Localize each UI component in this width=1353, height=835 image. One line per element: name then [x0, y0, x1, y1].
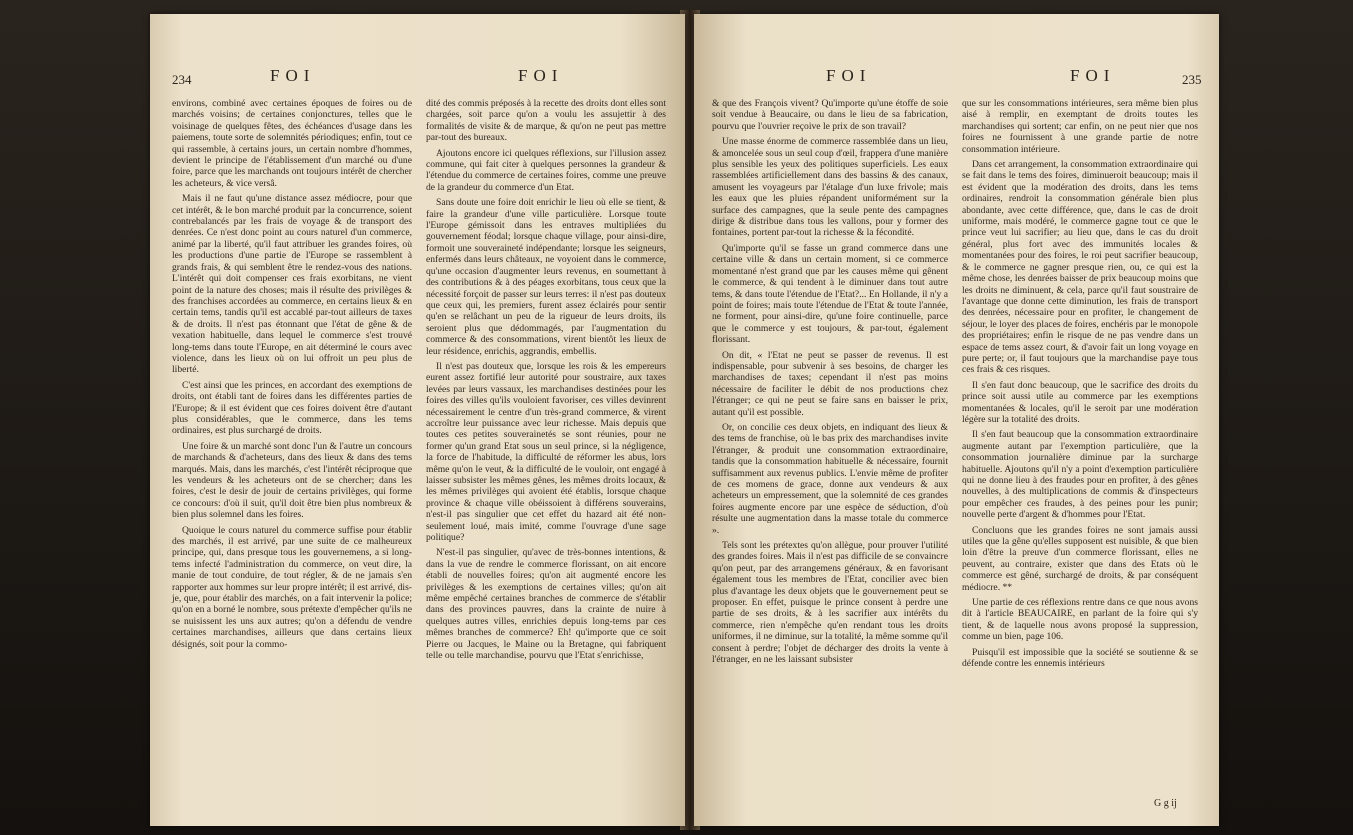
paragraph: Puisqu'il est impossible que la société se soutienne & se défende contre les ennemis intérieurs: [962, 646, 1198, 670]
paragraph: dité des commis préposés à la recette des droits dont elles sont chargées, soit parce qu'on a voulu les assujettir à des formalités de visite & de marque, & qu'on ne peut pas mettre par-tout des bureaux.: [426, 98, 666, 144]
paragraph: Une foire & un marché sont donc l'un & l'autre un concours de marchands & d'acheteurs, dans des lieux & dans des tems marqués. Mais, dans les marchés, c'est l'intérêt réciproque que les vendeurs & les acheteurs ont de se chercher; dans les foires, c'est le desir de jouir de certains privilèges, qui forme ce concours: d'où il suit, qu'il doit être bien plus nombreux & bien plus solemnel dans les foires.: [172, 440, 412, 521]
paragraph: Une masse énorme de commerce rassemblée dans un lieu, & amoncelée sous un seul coup d'œil, frappera d'une manière plus sensible les yeux des politiques superficiels. Les eaux rassemblées artificiellement dans des bassins & des canaux, amusent les voyageurs par l'étalage d'un luxe frivole; mais les eaux que les pluies répandent uniformément sur la surface des campagnes, que la seule pente des campagnes dirige & distribue dans tous les vallons, pour y former des fontaines, portent par-tout la richesse & la fécondité.: [712, 136, 948, 239]
right-page-number: 235: [1182, 72, 1202, 87]
right-column-1: [712, 98, 948, 670]
left-running-head-2: FOI: [518, 66, 564, 85]
paragraph: Quoique le cours naturel du commerce suffise pour établir des marchés, il est arrivé, par une suite de ce malheureux principe, qui, dans presque tous les gouvernemens, a si long-tems infecté l'administration du commerce, on veut dire, la manie de tout conduire, de tout régler, & de ne jamais s'en rapporter aux hommes sur leur propre intérêt; il est arrivé, dis-je, que, pour établir des marchés, on a fait intervenir la police; qu'on en a borné le nombre, sous prétexte d'empêcher qu'ils ne se nuisissent les uns aux autres; qu'on a défendu de vendre certaines marchandises, ailleurs que dans certains lieux désignés, soit pour la commo-: [172, 524, 412, 650]
paragraph: & que des François vivent? Qu'importe qu'une étoffe de soie soit vendue à Beaucaire, ou dans le lieu de sa fabrication, pourvu que l'ouvrier reçoive le prix de son travail?: [712, 98, 948, 132]
paragraph: Concluons que les grandes foires ne sont jamais aussi utiles que la gêne qu'elles supposent est nuisible, & que bien loin d'être la preuve d'un commerce florissant, elles ne peuvent, au contraire, exister que dans des Etats où le commerce est gêné, surchargé de droits, & par conséquent médiocre. **: [962, 524, 1198, 593]
left-page: [150, 14, 685, 826]
right-page: [694, 14, 1219, 826]
left-running-head-1: FOI: [270, 66, 316, 85]
paragraph: environs, combiné avec certaines époques de foires ou de marchés voisins; de certaines conjonctures, telles que le voisinage de quelques fêtes, des échéances d'usage dans les paiemens, toute sorte de solemnités périodiques; enfin, tout ce qui rassemble, à certains jours, un certain nombre d'hommes, devient le principe de l'établissement d'un marché ou d'une foire, parce que les marchands ont toujours intérêt de chercher les acheteurs, & vice versâ.: [172, 98, 412, 189]
paragraph: N'est-il pas singulier, qu'avec de très-bonnes intentions, & dans la vue de rendre le commerce florissant, on ait encore établi de nouvelles foires; qu'on ait augmenté encore les privilèges & les exemptions de certaines villes; qu'on ait même empêché certaines branches de commerce de s'établir dans des provinces pauvres, dans la crainte de nuire à quelques autres villes, enrichies depuis long-tems par ces mêmes branches de commerce? Eh! qu'importe que ce soit Pierre ou Jacques, le Maine ou la Bretagne, qui fabriquent telle ou telle marchandise, pourvu que l'Etat s'enrichisse,: [426, 547, 666, 662]
right-running-head-2: FOI: [1070, 66, 1116, 85]
left-column-2: [426, 98, 666, 666]
paragraph: Une partie de ces réflexions rentre dans ce que nous avons dit à l'article BEAUCAIRE, en parlant de la foire qui s'y tient, & de laquelle nous avons proposé la suppression, comme un bien, page 106.: [962, 597, 1198, 643]
paragraph: Dans cet arrangement, la consommation extraordinaire qui se fait dans le tems des foires, diminueroit beaucoup; mais il est évident que la modération des droits, dans les tems ordinaires, rendroit la consommation générale bien plus abondante, avec cette différence, que, dans le cas de droit uniforme, mais modéré, le commerce gagne tout ce que le prince veut lui sacrifier; au lieu que, dans le cas du droit général, plus fort avec des immunités locales & momentanées pour des foires, le roi peut sacrifier beaucoup, & le commerce ne gagner presque rien, ou, ce qui est la même chose, les denrées baisser de prix beaucoup moins que les droits ne diminuent, & cela, parce qu'il faut soustraire de l'avantage que donne cette diminution, les frais de transport des denrées, nécessaire pour en profiter, le changement de séjour, le loyer des places de foires, enchéris par le monopole des propriétaires; enfin le risque de ne pas vendre dans un espace de tems assez court, & d'avoir fait un long voyage en pure perte; or, il faut toujours que la marchandise paye tous ces frais & ces risques.: [962, 159, 1198, 376]
paragraph: que sur les consommations intérieures, sera même bien plus aisé à remplir, en exemptant de droits toutes les marchandises qui sortent; car enfin, on ne peut nier que nos foires ne fournissent à une grande partie de notre consommation intérieure.: [962, 98, 1198, 155]
paragraph: Sans doute une foire doit enrichir le lieu où elle se tient, & faire la grandeur d'une ville particulière. Lorsque toute l'Europe gémissoit dans les entraves multipliées du gouvernement féodal; lorsque chaque village, pour ainsi-dire, formoit une souveraineté indépendante; lorsque les seigneurs, enfermés dans leurs châteaux, ne voyoient dans le commerce, qu'une occasion d'augmenter leurs revenus, en soumettant à des contributions & à des péages exorbitans, tous ceux que la nécessité forçoit de passer sur leurs terres: il n'est pas douteux que ceux qui, les premiers, furent assez éclairés pour sentir qu'en se relâchant un peu de la rigueur de leurs droits, ils seroient plus que dédommagés, par l'augmentation du commerce & des consommations, virent bientôt les lieux de leur résidence, enrichis, aggrandis, embellis.: [426, 197, 666, 357]
paragraph: Ajoutons encore ici quelques réflexions, sur l'illusion assez commune, qui fait citer à quelques personnes la grandeur & l'étendue du commerce de certaines foires, comme une preuve de la grandeur du commerce d'un Etat.: [426, 147, 666, 193]
paragraph: C'est ainsi que les princes, en accordant des exemptions de droits, ont établi tant de foires dans les différentes parties de l'Europe; & il est évident que ces foires doivent être d'autant plus considérables, que le commerce, dans les tems ordinaires, est plus surchargé de droits.: [172, 379, 412, 437]
left-page-number: 234: [172, 72, 192, 87]
paragraph: Qu'importe qu'il se fasse un grand commerce dans une certaine ville & dans un certain moment, si ce commerce momentané n'est grand que par les causes même qui gênent le commerce, & qui tendent à le diminuer dans tout autre tems, & dans toute l'étendue de l'Etat?... En Hollande, il n'y a point de foires; mais toute l'étendue de l'Etat & toute l'année, ne forment, pour ainsi-dire, qu'une foire continuelle, parce que le commerce y est toujours, & par-tout, également florissant.: [712, 242, 948, 346]
paragraph: Mais il ne faut qu'une distance assez médiocre, pour que cet intérêt, & le bon marché produit par la concurrence, soient contrebalancés par les frais de voyage & de transport des denrées. Ce n'est donc point au cours naturel d'un commerce, animé par la liberté, qu'il faut attribuer les grandes foires, où les productions d'une partie de l'Europe se rassemblent à grands frais, & qui semblent être le rendez-vous des nations. L'intérêt qui doit compenser ces frais exorbitans, ne vient point de la nature des choses; mais il résulte des privilèges & des franchises accordées au commerce, en certains lieux & en certain tems, tandis qu'il est accablé par-tout ailleurs de taxes & de droits. Il n'est pas étonnant que l'état de gêne & de vexation habituelle, dans lequel le commerce s'est trouvé long-tems dans toute l'Europe, en ait déterminé le cours avec violence, dans les lieux où on lui offroit un peu plus de liberté.: [172, 193, 412, 376]
paragraph: Il n'est pas douteux que, lorsque les rois & les empereurs eurent assez fortifié leur autorité pour soustraire, aux taxes levées par leurs vassaux, les marchandises destinées pour les foires des villes qu'ils vouloient favoriser, ces villes devinrent nécessairement le centre d'un très-grand commerce, & virent accroître leur puissance avec leur richesse. Mais depuis que toutes ces petites souverainetés se sont réunies, pour ne former qu'un grand Etat sous un seul prince, si la négligence, la force de l'habitude, la difficulté de réformer les abus, lors même qu'on le veut, & la difficulté de le vouloir, ont engagé à laisser subsister les mêmes gênes, les mêmes droits locaux, & les mêmes privilèges qui avoient été établis, lorsque chaque province & chaque ville obéissoient à différens souverains, n'est-il pas singulier que cet effet du hazard ait été non-seulement loué, mais imité, comme l'ouvrage d'une sage politique?: [426, 360, 666, 544]
paragraph: Or, on concilie ces deux objets, en indiquant des lieux & des tems de franchise, où le bas prix des marchandises invite l'étranger, & produit une consommation extraordinaire, tandis que la consommation habituelle & nécessaire, fournit suffisamment aux revenus publics. L'envie même de profiter de ces momens de grace, donne aux vendeurs & aux acheteurs un empressement, que la solemnité de ces grandes foires augmente encore par une espèce de séduction, d'où résulte une augmentation dans la masse totale du commerce ».: [712, 421, 948, 536]
paragraph: Il s'en faut beaucoup que la consommation extraordinaire augmente autant par l'exemption particulière, que la consommation journalière diminue par la surcharge habituelle. Ajoutons qu'il n'y a point d'exemption particulière qui ne donne lieu à des fraudes pour en profiter, à des gênes nouvelles, à des multiplications de commis & d'inspecteurs pour empêcher ces fraudes, à des peines pour les punir; nouvelle perte d'argent & d'hommes pour l'Etat.: [962, 429, 1198, 521]
right-running-head-1: FOI: [826, 66, 872, 85]
right-column-2: [962, 98, 1198, 674]
left-column-1: [172, 98, 412, 654]
signature-mark: G g ij: [1154, 798, 1177, 809]
paragraph: Tels sont les prétextes qu'on allègue, pour prouver l'utilité des grandes foires. Mais il n'est pas difficile de se convaincre qu'on peut, par des arrangemens généraux, & en favorisant également tous les membres de l'Etat, concilier avec bien plus d'avantage les deux objets que le gouvernement peut se proposer. En effet, puisque le prince consent à perdre une partie de ses droits, & à les sacrifier aux intérêts du commerce, rien n'empêche qu'en rendant tous les droits uniformes, il ne diminue, sur la totalité, la même somme qu'il consent à perdre; l'objet de décharger des droits la vente à l'étranger, en ne les laissant subsister: [712, 540, 948, 666]
paragraph: On dit, « l'Etat ne peut se passer de revenus. Il est indispensable, pour subvenir à ses besoins, de charger les marchandises de taxes; cependant il n'est pas moins nécessaire de faciliter le débit de nos productions chez l'étranger; ce qui ne peut se faire sans en baisser le prix, autant qu'il est possible.: [712, 349, 948, 418]
paragraph: Il s'en faut donc beaucoup, que le sacrifice des droits du prince soit aussi utile au commerce par les exemptions momentanées & locales, qu'il le seroit par une modération légère sur la totalité des droits.: [962, 379, 1198, 425]
